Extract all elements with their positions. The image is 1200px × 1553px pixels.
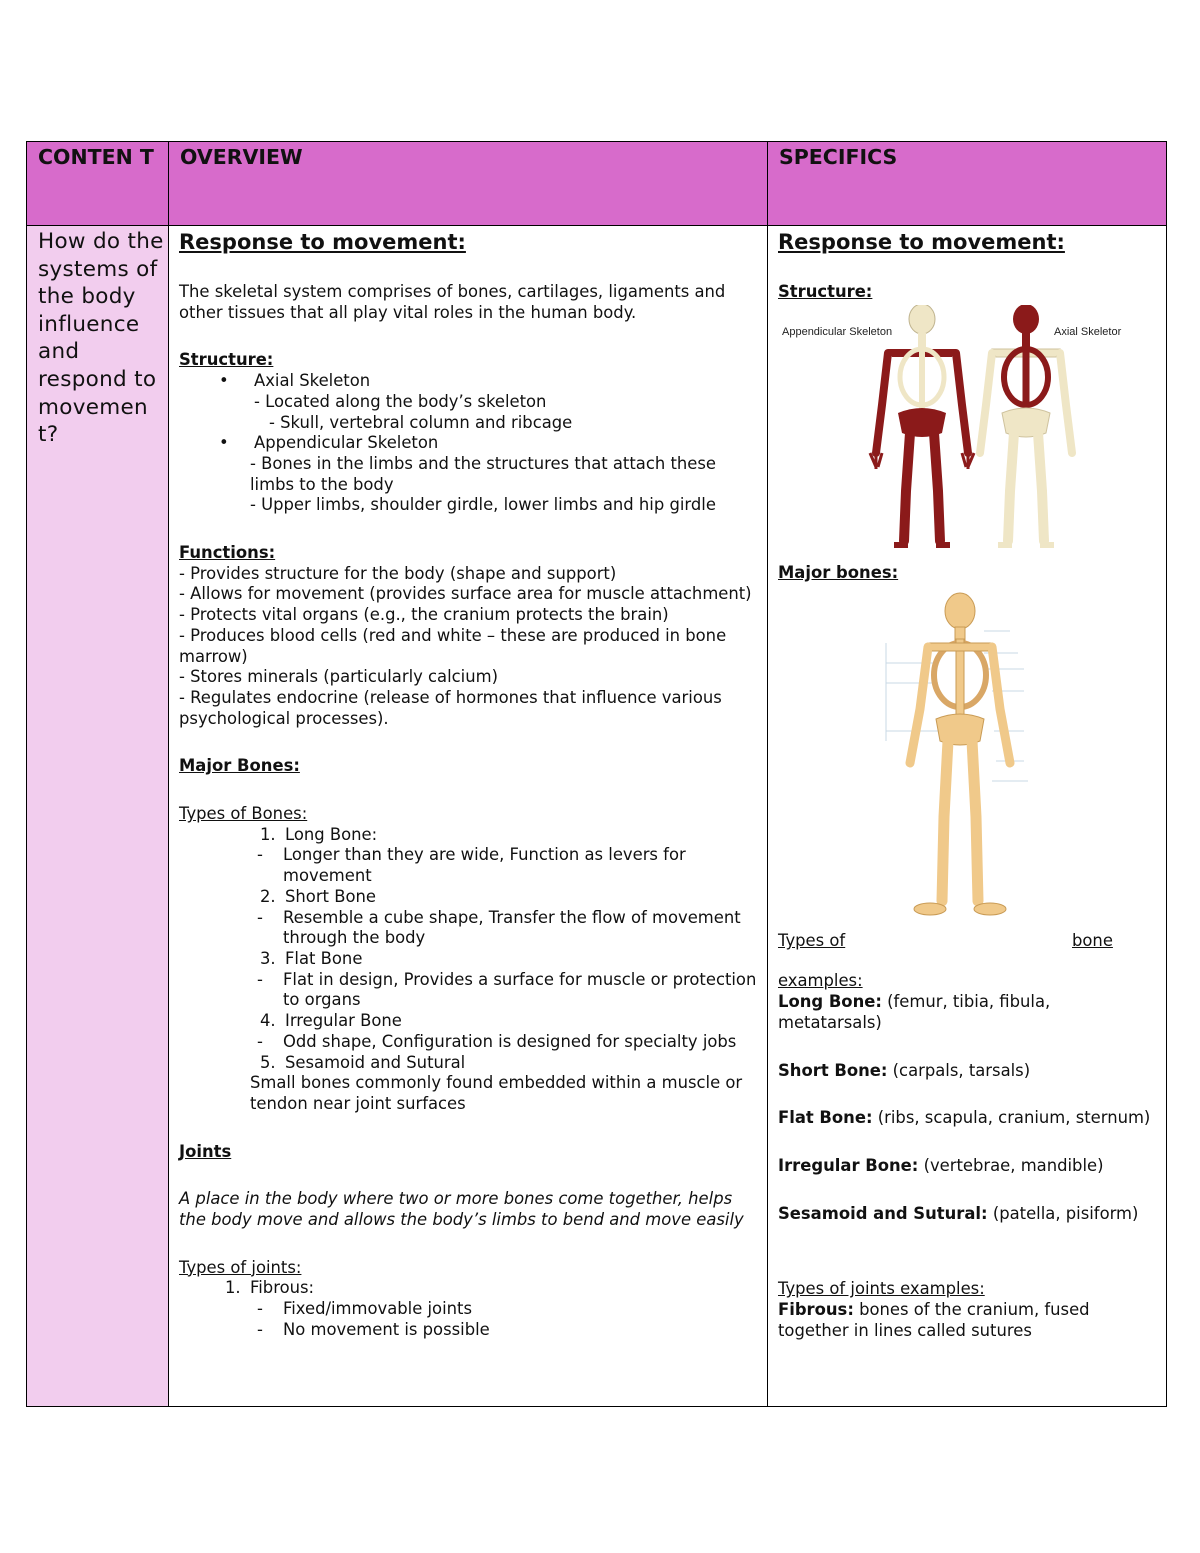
list-number: 3. xyxy=(260,948,276,968)
example-item: Short Bone: (carpals, tarsals) xyxy=(778,1060,1031,1080)
dash-icon: - xyxy=(257,907,263,927)
examples-label: examples: xyxy=(778,971,863,991)
dash-icon: - xyxy=(257,1299,263,1319)
bone-label: bone xyxy=(1072,931,1113,951)
skeleton-comparison-image xyxy=(778,305,1138,555)
joints-definition: A place in the body where two or more bones come together, helps the body move and allows the body’s limbs to bend and move easily xyxy=(179,1189,744,1230)
function-item: - Stores minerals (particularly calcium) xyxy=(179,667,498,687)
fibrous-item: No movement is possible xyxy=(283,1319,490,1339)
bone-type-name: Sesamoid and Sutural xyxy=(285,1052,466,1072)
overview-title: Response to movement: xyxy=(179,230,466,254)
dash-icon: - xyxy=(257,1319,263,1339)
bone-type-desc: Odd shape, Configuration is designed for specialty jobs xyxy=(283,1031,737,1051)
example-item: Long Bone: (femur, tibia, fibula, metatarsals) xyxy=(778,992,1051,1032)
types-of-bone-line xyxy=(778,931,1158,951)
specifics-major-bones-heading: Major bones: xyxy=(778,562,899,582)
list-number: 1. xyxy=(225,1278,241,1298)
joint-examples-heading: Types of joints examples: xyxy=(778,1279,985,1299)
specifics-cell xyxy=(768,226,1167,1407)
axial-skeleton: Axial Skeleton xyxy=(254,371,371,391)
appendicular-skeleton-figure xyxy=(870,305,974,545)
joints-heading: Joints xyxy=(179,1141,232,1161)
content-row xyxy=(27,226,1167,1407)
list-number: 5. xyxy=(260,1052,276,1072)
header-overview: OVERVIEW xyxy=(180,145,303,169)
bone-type-name: Irregular Bone xyxy=(285,1011,402,1031)
list-number: 1. xyxy=(260,824,276,844)
specifics-structure-heading: Structure: xyxy=(778,282,873,301)
specifics-title: Response to movement: xyxy=(778,230,1065,254)
header-content-cell xyxy=(27,142,169,226)
bone-type-desc: Flat in design, Provides a surface for muscle or protection to organs xyxy=(283,969,757,1010)
function-item: - Regulates endocrine (release of hormones that influence various psychological processes). xyxy=(179,687,722,728)
overview-intro: The skeletal system comprises of bones, cartilages, ligaments and other tissues that all play vital roles in the human body. xyxy=(179,282,726,322)
list-number: 2. xyxy=(260,886,276,906)
fibrous-item: Fixed/immovable joints xyxy=(283,1299,472,1319)
functions-heading: Functions: xyxy=(179,543,276,563)
header-specifics-cell xyxy=(768,142,1167,226)
bone-type-desc: Small bones commonly found embedded within a muscle or tendon near joint surfaces xyxy=(250,1073,743,1113)
notes-table xyxy=(26,141,1167,1407)
major-bones-heading: Major Bones: xyxy=(179,756,300,776)
bullet-icon: • xyxy=(219,371,229,391)
types-of-bones-heading: Types of Bones: xyxy=(179,804,308,824)
function-item: - Provides structure for the body (shape and support) xyxy=(179,563,617,583)
append-point-2: - Upper limbs, shoulder girdle, lower limbs and hip girdle xyxy=(250,495,716,515)
fibrous-label: Fibrous: xyxy=(250,1278,315,1298)
header-content: CONTEN T xyxy=(38,145,154,169)
question-cell xyxy=(27,226,169,1407)
axial-skeleton-figure xyxy=(980,305,1072,545)
example-item: Irregular Bone: (vertebrae, mandible) xyxy=(778,1155,1104,1175)
axial-point-2: - Skull, vertebral column and ribcage xyxy=(269,412,573,432)
appendicular-skeleton: Appendicular Skeleton xyxy=(254,433,439,453)
append-point-1: - Bones in the limbs and the structures that attach these limbs to the body xyxy=(250,453,716,494)
bone-type-name: Long Bone: xyxy=(285,824,378,844)
function-item: - Protects vital organs (e.g., the cranium protects the brain) xyxy=(179,605,669,625)
dash-icon: - xyxy=(257,1031,263,1051)
function-item: - Produces blood cells (red and white – these are produced in bone marrow) xyxy=(179,625,727,666)
header-row xyxy=(27,142,1167,226)
example-item: Flat Bone: (ribs, scapula, cranium, sternum) xyxy=(778,1108,1151,1128)
major-bones-diagram xyxy=(778,591,1158,931)
example-item: Sesamoid and Sutural: (patella, pisiform) xyxy=(778,1203,1139,1223)
bone-type-name: Short Bone xyxy=(285,886,376,906)
overview-cell xyxy=(169,226,768,1407)
header-specifics: SPECIFICS xyxy=(779,145,898,169)
bullet-icon: • xyxy=(219,433,229,453)
axial-point-1: - Located along the body’s skeleton xyxy=(254,391,547,411)
header-overview-cell xyxy=(169,142,768,226)
image-label-right: Axial Skeletor xyxy=(1054,325,1122,338)
types-of-label: Types of xyxy=(778,931,846,951)
bone-type-desc: Longer than they are wide, Function as levers for movement xyxy=(283,845,686,886)
types-of-joints-heading: Types of joints: xyxy=(179,1257,302,1277)
dash-icon: - xyxy=(257,845,263,865)
list-number: 4. xyxy=(260,1011,276,1031)
fibrous-example: Fibrous: bones of the cranium, fused together in lines called sutures xyxy=(778,1300,1090,1340)
question-text: How do the systems of the body influence and respond to movemen t? xyxy=(38,229,164,448)
image-label-left: Appendicular Skeleton xyxy=(782,325,893,338)
dash-icon: - xyxy=(257,969,263,989)
bone-type-desc: Resemble a cube shape, Transfer the flow of movement through the body xyxy=(283,907,741,948)
bone-type-name: Flat Bone xyxy=(285,948,363,968)
function-item: - Allows for movement (provides surface area for muscle attachment) xyxy=(179,584,752,604)
structure-heading: Structure: xyxy=(179,350,274,370)
